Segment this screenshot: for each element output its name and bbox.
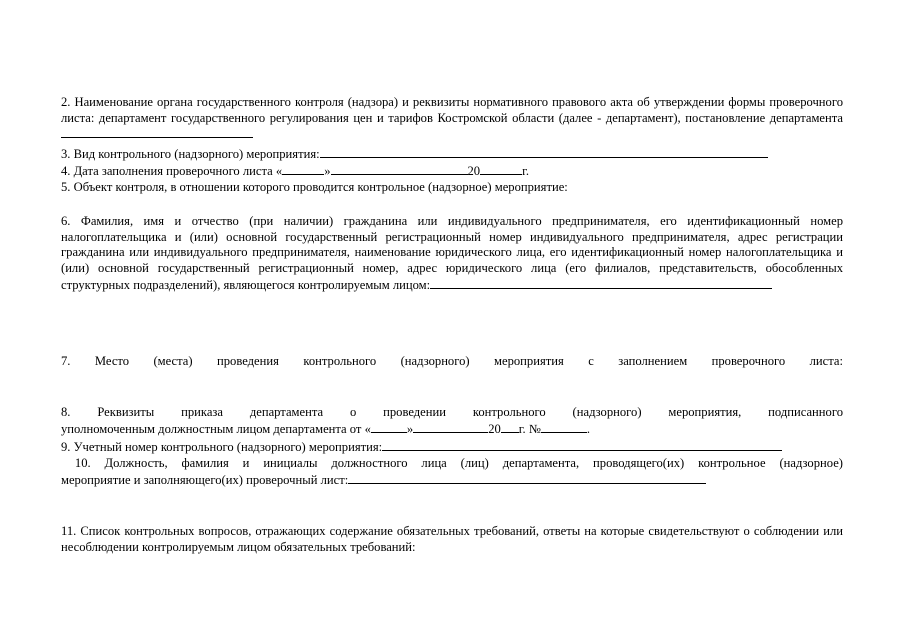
official-blank[interactable] — [348, 472, 706, 484]
event-type-blank[interactable] — [320, 146, 768, 158]
fill-day-blank[interactable] — [282, 163, 324, 175]
item-8-close-quote: » — [406, 421, 414, 436]
item-4-open-quote: « — [275, 164, 283, 178]
item-11-text: 11. Список контрольных вопросов, отражающих содержание обязательных требований, ответы на которые свидетельствуют о соблюдении или несоблюдении контролируемым лицом обязательных требований: — [61, 524, 843, 554]
item-9-paragraph — [61, 439, 843, 456]
item-10-text-line1: 10. Должность, фамилия и инициалы должностного лица (лиц) департамента, проводящего(их) контрольное (надзорное) — [61, 456, 843, 470]
item-4-close-quote: » — [324, 164, 331, 178]
item-7-paragraph — [61, 354, 843, 370]
controlled-person-blank[interactable] — [430, 277, 772, 289]
item-10-text-line2: мероприятие и заполняющего(их) проверочный лист: — [61, 472, 349, 487]
order-number-blank[interactable] — [541, 421, 587, 433]
item-10-paragraph — [61, 456, 843, 488]
item-3-paragraph — [61, 146, 843, 163]
item-4-year-suffix: г. — [522, 164, 529, 178]
item-8-text-line2: уполномоченным должностным лицом департамента от — [61, 421, 362, 436]
item-9-text: 9. Учетный номер контрольного (надзорного) мероприятия: — [61, 440, 383, 454]
item-8-open-quote: « — [364, 421, 371, 436]
item-8-text-line1: 8. Реквизиты приказа департамента о проведении контрольного (надзорного) мероприятия, подписанного — [61, 405, 843, 419]
fill-month-blank[interactable] — [331, 163, 468, 175]
order-month-blank[interactable] — [413, 421, 488, 433]
item-4-text: 4. Дата заполнения проверочного листа — [61, 164, 273, 178]
item-8-year-suffix: г. № — [518, 421, 541, 436]
order-day-blank[interactable] — [371, 421, 407, 433]
item-5-text: 5. Объект контроля, в отношении которого проводится контрольное (надзорное) мероприятие: — [61, 180, 568, 194]
item-2-paragraph — [61, 95, 843, 143]
fill-year-blank[interactable] — [480, 163, 522, 175]
item-4-paragraph — [61, 163, 843, 180]
item-5-paragraph — [61, 180, 843, 196]
item-6-text: 6. Фамилия, имя и отчество (при наличии) гражданина или индивидуального предпринимателя, его идентификационный номер налогоплательщика и (или) основной государственный регистрационный номер индивидуального предпринимателя, адрес регистрации гражданина или индивидуального предпринимателя, наименование юридического лица, его идентификационный номер налогоплательщика и (или) основной государственный регистрационный номер, адрес юридического лица (его филиалов, представительств, обособленных структурных подразделений), являющегося контролируемым лицом: — [61, 214, 843, 292]
item-8-paragraph — [61, 405, 843, 437]
item-4-year-prefix: 20 — [467, 164, 481, 178]
item-2-text: 2. Наименование органа государственного контроля (надзора) и реквизиты нормативного правового акта об утверждении формы проверочного листа: департамент государственного регулирования цен и тарифов Костромской области (далее - департамент), постановление департамента — [61, 95, 843, 125]
item-8-end: . — [586, 421, 590, 436]
resolution-blank[interactable] — [61, 126, 253, 138]
item-7-text: 7. Место (места) проведения контрольного (надзорного) мероприятия с заполнением проверочного листа: — [61, 354, 843, 368]
item-8-year-prefix: 20 — [488, 421, 501, 436]
order-year-blank[interactable] — [501, 421, 519, 433]
item-3-text: 3. Вид контрольного (надзорного) мероприятия: — [61, 147, 320, 161]
registration-number-blank[interactable] — [382, 439, 782, 451]
item-11-paragraph — [61, 524, 843, 555]
item-6-paragraph — [61, 214, 843, 294]
